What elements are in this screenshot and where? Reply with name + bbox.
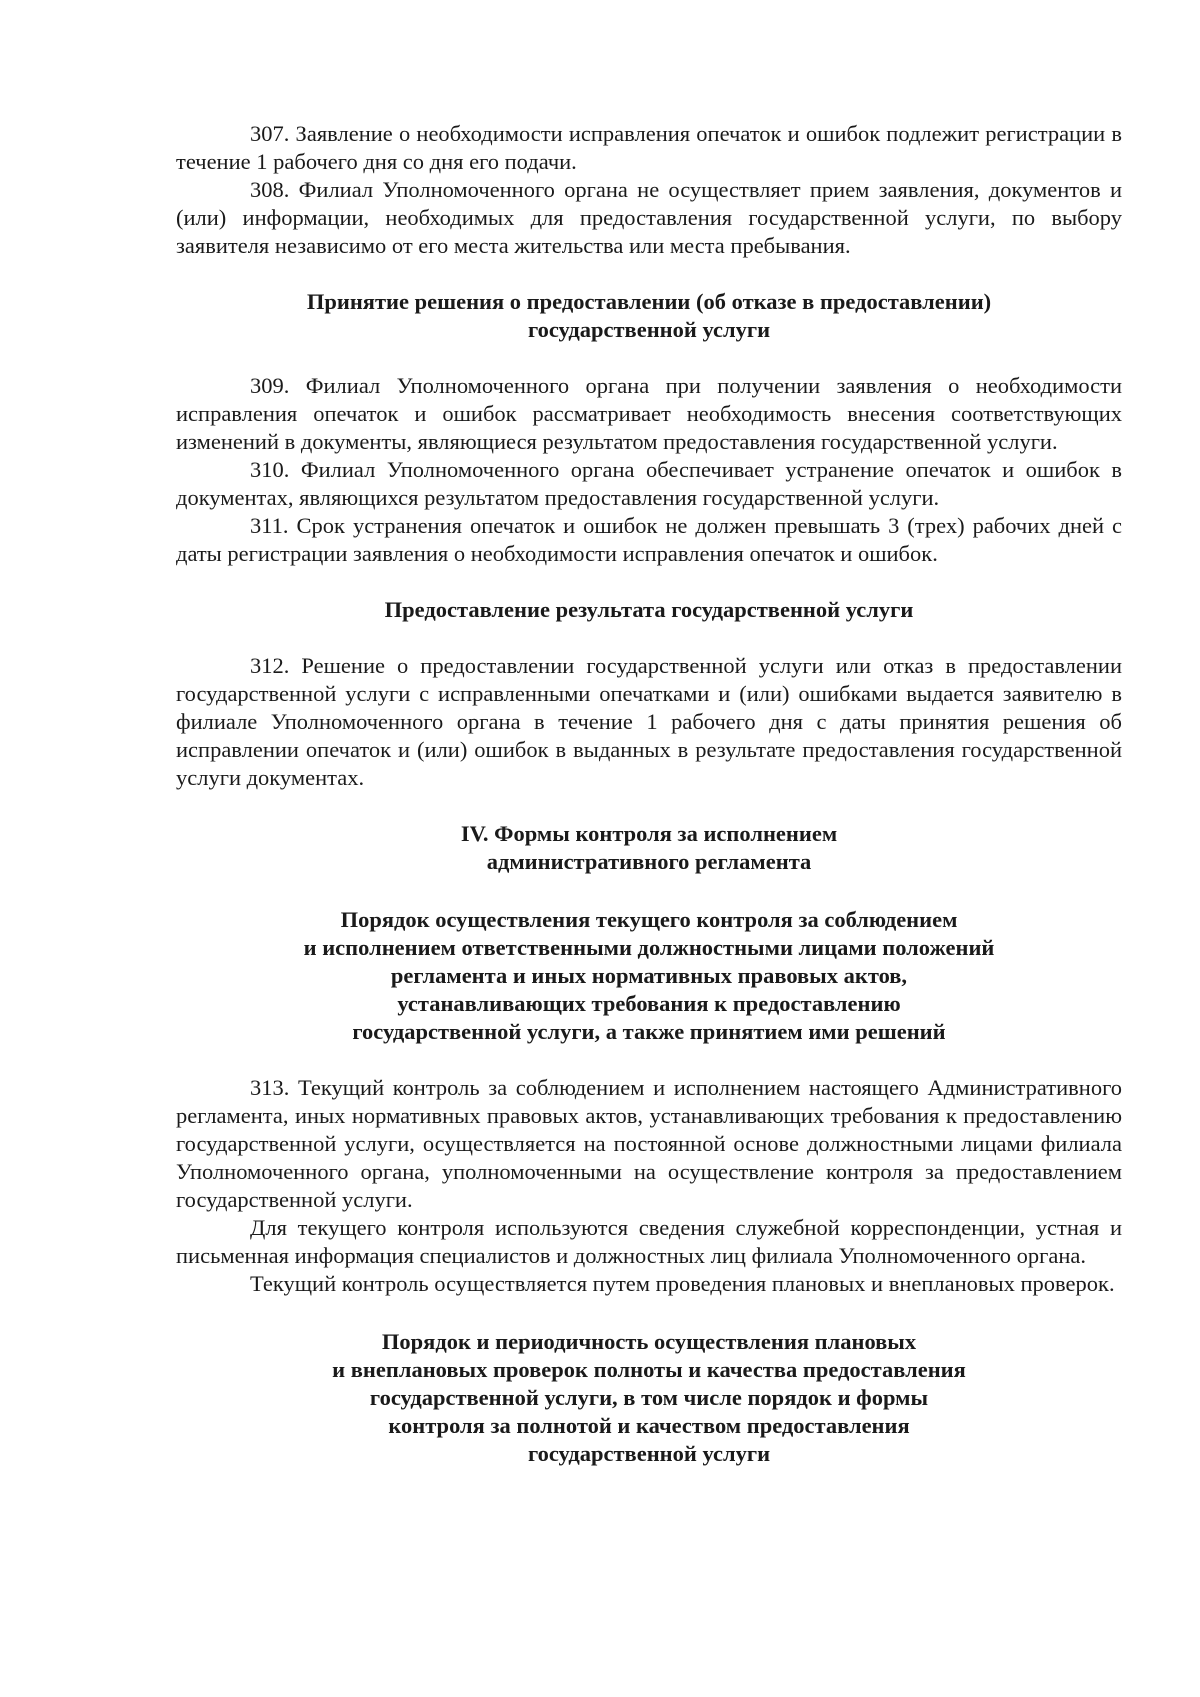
heading-line: IV. Формы контроля за исполнением	[460, 821, 838, 846]
paragraph-307: 307. Заявление о необходимости исправления опечаток и ошибок подлежит регистрации в течение 1 рабочего дня со дня его подачи.	[176, 121, 1122, 174]
heading-inspections	[176, 1328, 1122, 1468]
paragraph-313-info: Для текущего контроля используются сведения служебной корреспонденции, устная и письменная информация специалистов и должностных лиц филиала Уполномоченного органа.	[176, 1215, 1122, 1268]
heading-line: государственной услуги	[527, 317, 771, 342]
heading-line: государственной услуги, в том числе порядок и формы	[369, 1385, 929, 1410]
heading-line: Принятие решения о предоставлении (об отказе в предоставлении)	[306, 289, 992, 314]
heading-line: и исполнением ответственными должностными лицами положений	[303, 935, 995, 960]
heading-current-control	[176, 906, 1122, 1046]
heading-line: контроля за полнотой и качеством предоставления	[388, 1413, 910, 1438]
paragraph-309: 309. Филиал Уполномоченного органа при получении заявления о необходимости исправления опечаток и ошибок рассматривает необходимость внесения соответствующих изменений в документы, являющиеся результатом предоставления государственной услуги.	[176, 373, 1122, 454]
paragraph-313-checks: Текущий контроль осуществляется путем проведения плановых и внеплановых проверок.	[250, 1271, 1115, 1296]
paragraph-310: 310. Филиал Уполномоченного органа обеспечивает устранение опечаток и ошибок в документах, являющихся результатом предоставления государственной услуги.	[176, 457, 1122, 510]
paragraph-312: 312. Решение о предоставлении государственной услуги или отказ в предоставлении государственной услуги с исправленными опечатками и (или) ошибками выдается заявителю в филиале Уполномоченного органа в течение 1 рабочего дня с даты принятия решения об исправлении опечаток и (или) ошибок в выданных в результате предоставления государственной услуги документах.	[176, 653, 1122, 790]
document-body	[176, 120, 1122, 1468]
paragraph-313: 313. Текущий контроль за соблюдением и исполнением настоящего Административного регламента, иных нормативных правовых актов, устанавливающих требования к предоставлению государственной услуги, осуществляется на постоянной основе должностными лицами филиала Уполномоченного органа, уполномоченными на осуществление контроля за предоставлением государственной услуги.	[176, 1075, 1122, 1212]
heading-decision	[176, 288, 1122, 344]
heading-result	[176, 596, 1122, 624]
heading-line: регламента и иных нормативных правовых актов,	[390, 963, 908, 988]
heading-line: Порядок осуществления текущего контроля за соблюдением	[340, 907, 958, 932]
heading-line: и внеплановых проверок полноты и качества предоставления	[332, 1357, 966, 1382]
heading-line: административного регламента	[486, 849, 812, 874]
heading-line: Предоставление результата государственной услуги	[384, 597, 914, 622]
heading-line: устанавливающих требования к предоставлению	[397, 991, 901, 1016]
heading-section-iv	[176, 820, 1122, 876]
paragraph-308: 308. Филиал Уполномоченного органа не осуществляет прием заявления, документов и (или) информации, необходимых для предоставления государственной услуги, по выбору заявителя независимо от его места жительства или места пребывания.	[176, 177, 1122, 258]
paragraph-311: 311. Срок устранения опечаток и ошибок не должен превышать 3 (трех) рабочих дней с даты регистрации заявления о необходимости исправления опечаток и ошибок.	[176, 513, 1122, 566]
heading-line: Порядок и периодичность осуществления плановых	[381, 1329, 917, 1354]
heading-line: государственной услуги, а также принятием ими решений	[352, 1019, 946, 1044]
heading-line: государственной услуги	[527, 1441, 771, 1466]
